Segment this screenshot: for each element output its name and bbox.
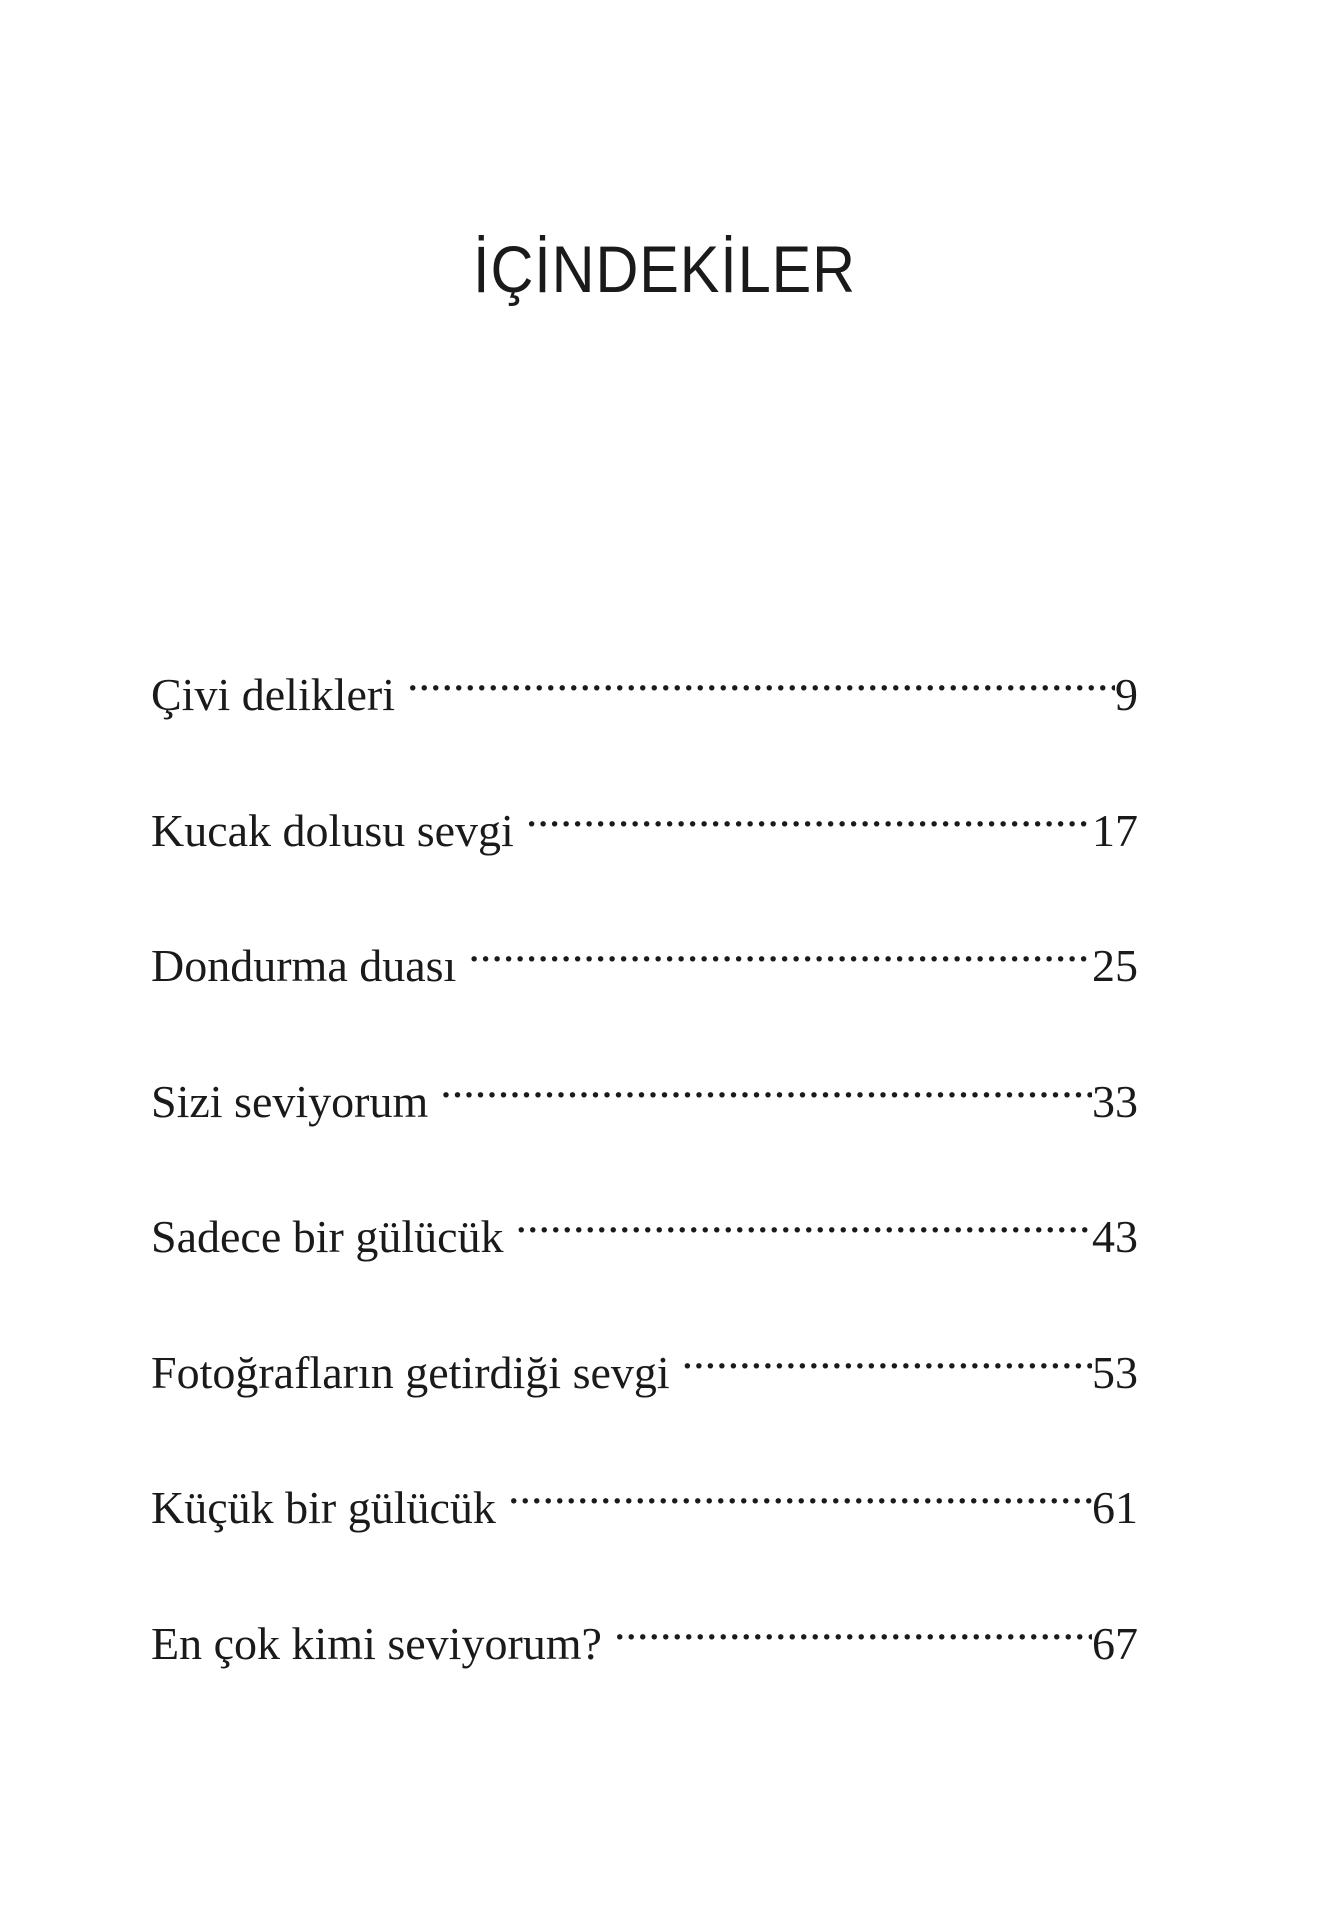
page-title: İÇİNDEKİLER (473, 232, 856, 306)
toc-entry (151, 1318, 1138, 1454)
toc-entry (151, 640, 1138, 776)
toc-entry-label: Dondurma duası (151, 940, 457, 991)
toc-entry-label: Küçük bir gülücük (151, 1482, 496, 1533)
toc-entry-label: Çivi delikleri (151, 669, 396, 720)
toc-entry (151, 911, 1138, 1047)
toc-entry-label: Sadece bir gülücük (151, 1211, 504, 1262)
toc-entry-page: 43 (1092, 1202, 1138, 1272)
toc-entry (151, 1453, 1138, 1589)
dot-leader (614, 1589, 1092, 1659)
toc-entry (151, 776, 1138, 912)
dot-leader (516, 1182, 1092, 1252)
dot-leader (440, 1047, 1092, 1117)
toc-entry-page: 61 (1092, 1473, 1138, 1543)
toc-entry-page: 25 (1092, 931, 1138, 1001)
table-of-contents (151, 640, 1138, 1724)
toc-entry-label: Kucak dolusu sevgi (151, 804, 514, 856)
dot-leader (468, 911, 1092, 981)
toc-entry (151, 1589, 1138, 1725)
dot-leader (508, 1453, 1092, 1523)
toc-entry-page: 53 (1092, 1338, 1138, 1408)
toc-entry (151, 1182, 1138, 1318)
dot-leader (526, 776, 1092, 846)
toc-entry-label: Sizi seviyorum (151, 1075, 429, 1127)
toc-entry-page: 9 (1115, 660, 1138, 730)
toc-entry-page: 67 (1092, 1609, 1138, 1679)
toc-entry-label: En çok kimi seviyorum? (151, 1617, 602, 1669)
dot-leader (407, 640, 1115, 710)
toc-entry-label: Fotoğrafların getirdiği sevgi (151, 1346, 670, 1398)
toc-entry (151, 1047, 1138, 1183)
dot-leader (682, 1318, 1092, 1388)
toc-entry-page: 33 (1092, 1067, 1138, 1137)
toc-entry-page: 17 (1092, 796, 1138, 866)
